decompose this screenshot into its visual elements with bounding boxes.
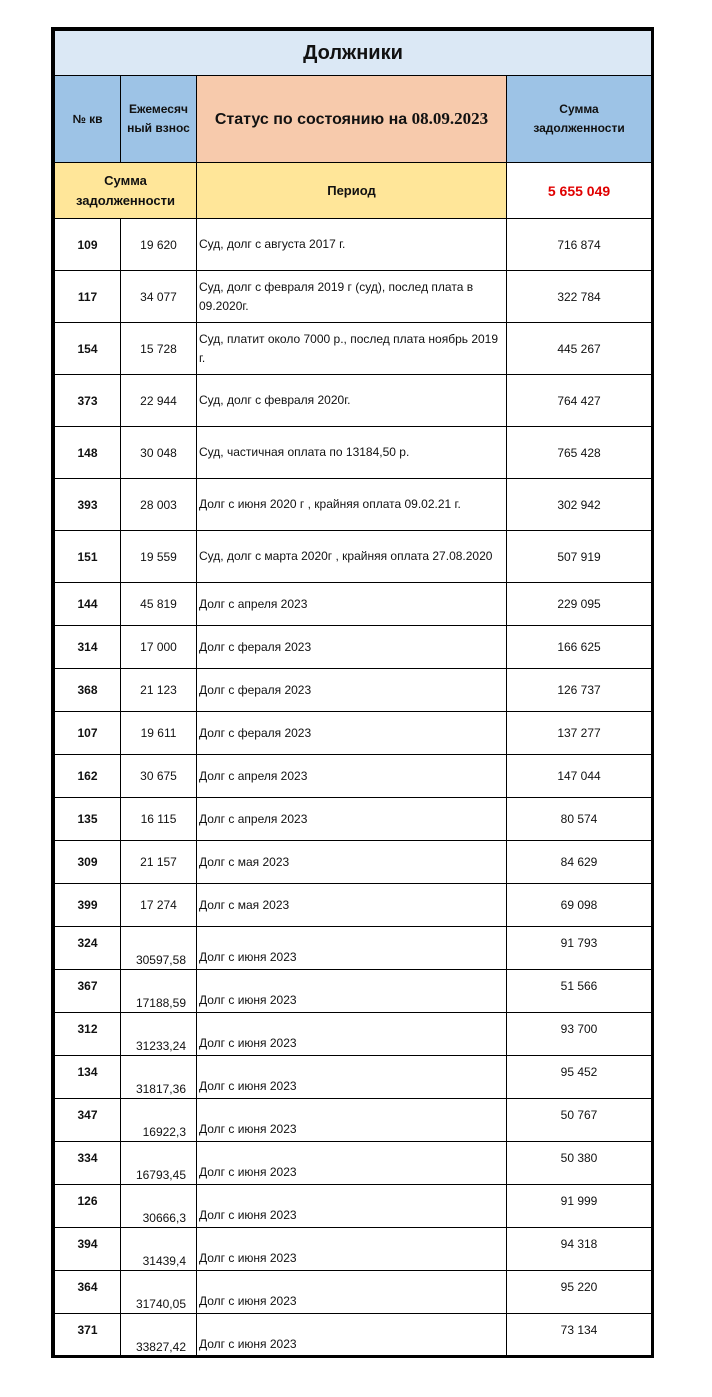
monthly-fee: 28 003: [121, 479, 197, 531]
summary-label: [55, 163, 197, 219]
table-row: [55, 531, 652, 583]
table-row: [55, 1056, 652, 1099]
header-apt: № кв: [55, 76, 121, 163]
header-row: [55, 76, 652, 163]
apartment-number: 324: [55, 927, 121, 970]
header-debt-sum: [507, 76, 652, 163]
table-row: [55, 841, 652, 884]
table-row: [55, 583, 652, 626]
summary-label-line1: Сумма: [104, 172, 147, 188]
monthly-fee: 16 115: [121, 798, 197, 841]
table-row: [55, 427, 652, 479]
apartment-number: 334: [55, 1142, 121, 1185]
monthly-fee: 33827,42: [121, 1314, 197, 1357]
debt-amount: 302 942: [507, 479, 652, 531]
apartment-number: 135: [55, 798, 121, 841]
debt-status: Долг с июня 2023: [197, 1056, 507, 1099]
table-row: [55, 1099, 652, 1142]
monthly-fee: 21 123: [121, 669, 197, 712]
table-row: [55, 1314, 652, 1357]
table-row: [55, 1142, 652, 1185]
summary-label-line2: задолженности: [76, 192, 175, 208]
debt-amount: 764 427: [507, 375, 652, 427]
table-row: [55, 755, 652, 798]
table-row: [55, 669, 652, 712]
debt-status: Долг с июня 2023: [197, 927, 507, 970]
monthly-fee: 30 675: [121, 755, 197, 798]
monthly-fee: 31740,05: [121, 1271, 197, 1314]
header-status-date: 08.09.2023: [411, 109, 489, 128]
apartment-number: 117: [55, 271, 121, 323]
debt-status: Суд, долг с марта 2020г , крайняя оплата 27.08.2020: [197, 531, 507, 583]
debtors-table: [54, 30, 652, 1357]
header-debt-line2: задолженности: [533, 121, 625, 135]
debt-status: Суд, платит около 7000 р., послед плата ноябрь 2019 г.: [197, 323, 507, 375]
apartment-number: 371: [55, 1314, 121, 1357]
table-row: [55, 970, 652, 1013]
debt-status: Долг с июня 2023: [197, 1142, 507, 1185]
apartment-number: 109: [55, 219, 121, 271]
monthly-fee: 45 819: [121, 583, 197, 626]
debt-status: Долг с июня 2023: [197, 1185, 507, 1228]
debt-status: Суд, частичная оплата по 13184,50 р.: [197, 427, 507, 479]
monthly-fee: 15 728: [121, 323, 197, 375]
debt-amount: 69 098: [507, 884, 652, 927]
apartment-number: 312: [55, 1013, 121, 1056]
sheet-title: Должники: [55, 31, 652, 76]
monthly-fee: 31439,4: [121, 1228, 197, 1271]
debt-amount: 229 095: [507, 583, 652, 626]
debt-amount: 50 380: [507, 1142, 652, 1185]
table-row: [55, 1271, 652, 1314]
debt-status: Долг с мая 2023: [197, 841, 507, 884]
debt-status: Суд, долг с февраля 2020г.: [197, 375, 507, 427]
debt-amount: 91 793: [507, 927, 652, 970]
apartment-number: 394: [55, 1228, 121, 1271]
table-row: [55, 712, 652, 755]
debt-status: Долг с июня 2020 г , крайняя оплата 09.02.21 г.: [197, 479, 507, 531]
debt-amount: 73 134: [507, 1314, 652, 1357]
debt-status: Долг с июня 2023: [197, 1271, 507, 1314]
debt-status: Долг с июня 2023: [197, 1314, 507, 1357]
total-debt: 5 655 049: [507, 163, 652, 219]
apartment-number: 364: [55, 1271, 121, 1314]
debt-amount: 126 737: [507, 669, 652, 712]
monthly-fee: 21 157: [121, 841, 197, 884]
monthly-fee: 17188,59: [121, 970, 197, 1013]
table-row: [55, 219, 652, 271]
header-fee-line2: ный взнос: [127, 121, 190, 135]
debt-status: Суд, долг с февраля 2019 г (суд), послед плата в 09.2020г.: [197, 271, 507, 323]
monthly-fee: 17 000: [121, 626, 197, 669]
monthly-fee: 16793,45: [121, 1142, 197, 1185]
table-row: [55, 884, 652, 927]
apartment-number: 367: [55, 970, 121, 1013]
table-row: [55, 927, 652, 970]
debtors-sheet: [51, 27, 654, 1358]
monthly-fee: 17 274: [121, 884, 197, 927]
apartment-number: 393: [55, 479, 121, 531]
monthly-fee: 22 944: [121, 375, 197, 427]
table-row: [55, 1228, 652, 1271]
apartment-number: 154: [55, 323, 121, 375]
debt-amount: 716 874: [507, 219, 652, 271]
apartment-number: 126: [55, 1185, 121, 1228]
table-row: [55, 1185, 652, 1228]
table-row: [55, 271, 652, 323]
debt-amount: 147 044: [507, 755, 652, 798]
apartment-number: 314: [55, 626, 121, 669]
debt-amount: 765 428: [507, 427, 652, 479]
debt-status: Долг с июня 2023: [197, 1228, 507, 1271]
apartment-number: 151: [55, 531, 121, 583]
monthly-fee: 30597,58: [121, 927, 197, 970]
monthly-fee: 19 559: [121, 531, 197, 583]
debt-amount: 91 999: [507, 1185, 652, 1228]
monthly-fee: 30 048: [121, 427, 197, 479]
debt-amount: 322 784: [507, 271, 652, 323]
debt-status: Долг с апреля 2023: [197, 583, 507, 626]
table-row: [55, 1013, 652, 1056]
table-row: [55, 375, 652, 427]
debt-amount: 95 220: [507, 1271, 652, 1314]
debt-amount: 95 452: [507, 1056, 652, 1099]
debt-status: Долг с фераля 2023: [197, 669, 507, 712]
header-debt-line1: Сумма: [559, 102, 599, 116]
debt-amount: 507 919: [507, 531, 652, 583]
apartment-number: 107: [55, 712, 121, 755]
debt-amount: 137 277: [507, 712, 652, 755]
apartment-number: 373: [55, 375, 121, 427]
apartment-number: 148: [55, 427, 121, 479]
debt-status: Суд, долг с августа 2017 г.: [197, 219, 507, 271]
debt-status: Долг с фераля 2023: [197, 626, 507, 669]
monthly-fee: 34 077: [121, 271, 197, 323]
debt-status: Долг с июня 2023: [197, 1013, 507, 1056]
table-row: [55, 479, 652, 531]
apartment-number: 134: [55, 1056, 121, 1099]
header-monthly-fee: [121, 76, 197, 163]
header-status: [197, 76, 507, 163]
monthly-fee: 19 611: [121, 712, 197, 755]
monthly-fee: 19 620: [121, 219, 197, 271]
monthly-fee: 31233,24: [121, 1013, 197, 1056]
table-row: [55, 323, 652, 375]
monthly-fee: 30666,3: [121, 1185, 197, 1228]
debt-amount: 80 574: [507, 798, 652, 841]
monthly-fee: 16922,3: [121, 1099, 197, 1142]
apartment-number: 368: [55, 669, 121, 712]
debt-amount: 84 629: [507, 841, 652, 884]
debt-amount: 50 767: [507, 1099, 652, 1142]
apartment-number: 162: [55, 755, 121, 798]
debt-status: Долг с апреля 2023: [197, 755, 507, 798]
debt-status: Долг с июня 2023: [197, 1099, 507, 1142]
apartment-number: 309: [55, 841, 121, 884]
debt-status: Долг с фераля 2023: [197, 712, 507, 755]
debt-amount: 94 318: [507, 1228, 652, 1271]
debt-status: Долг с мая 2023: [197, 884, 507, 927]
title-row: [55, 31, 652, 76]
header-status-prefix: Статус по состоянию на: [214, 111, 412, 128]
table-row: [55, 798, 652, 841]
header-fee-line1: Ежемесяч: [129, 102, 188, 116]
debt-amount: 51 566: [507, 970, 652, 1013]
debt-status: Долг с июня 2023: [197, 970, 507, 1013]
debt-amount: 445 267: [507, 323, 652, 375]
debt-amount: 93 700: [507, 1013, 652, 1056]
monthly-fee: 31817,36: [121, 1056, 197, 1099]
debt-status: Долг с апреля 2023: [197, 798, 507, 841]
apartment-number: 347: [55, 1099, 121, 1142]
table-row: [55, 626, 652, 669]
apartment-number: 399: [55, 884, 121, 927]
apartment-number: 144: [55, 583, 121, 626]
summary-row: [55, 163, 652, 219]
period-header: Период: [197, 163, 507, 219]
debt-amount: 166 625: [507, 626, 652, 669]
